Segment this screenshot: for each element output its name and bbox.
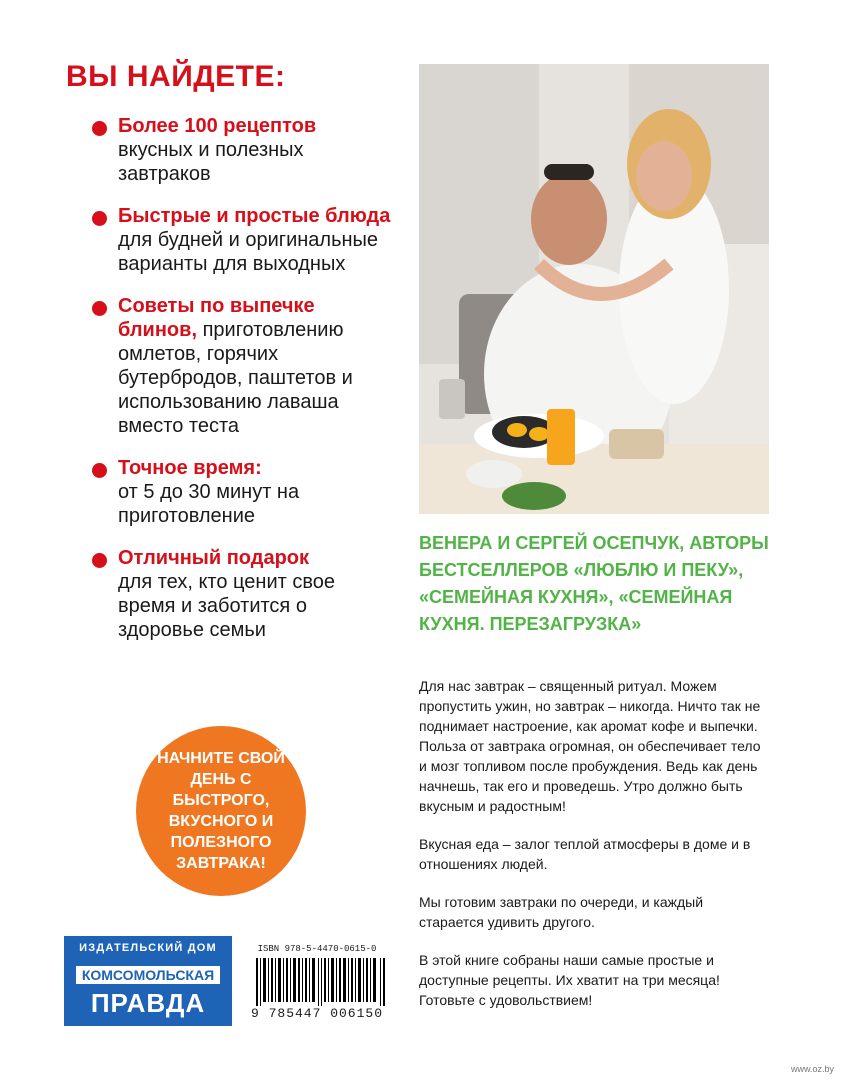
feature-highlight: Отличный подарок [118,547,310,569]
list-item [92,456,392,528]
feature-text: для будней и оригинальные варианты для выходных [118,229,379,275]
bullet-icon [92,121,107,136]
feature-highlight: Быстрые и простые блюда [118,205,391,227]
feature-highlight: Точное время: [118,457,262,479]
feature-text: приготовлению омлетов, горячих бутербродов, паштетов и использованию лаваша вместо теста [118,319,353,437]
publisher-mid-text: КОМСОМОЛЬСКАЯ [76,966,220,984]
isbn-text: ISBN 978-5-4470-0615-0 [257,944,377,954]
bullet-icon [92,553,107,568]
list-item [92,546,392,642]
page-title: ВЫ НАЙДЕТЕ: [66,60,286,93]
publisher-logo [64,936,232,1026]
bullet-icon [92,301,107,316]
list-item [92,294,392,438]
barcode-bars [256,958,386,1006]
promo-text: НАЧНИТЕ СВОЙ ДЕНЬ С БЫСТРОГО, ВКУСНОГО И ПОЛЕЗНОГО ЗАВТРАКА! [157,750,285,872]
authors-photo [419,64,769,514]
authors-caption: ВЕНЕРА И СЕРГЕЙ ОСЕПЧУК, АВТОРЫ БЕСТСЕЛЛЕРОВ «ЛЮБЛЮ И ПЕКУ», «СЕМЕЙНАЯ КУХНЯ», «СЕМЕЙНАЯ КУХНЯ. ПЕРЕЗАГРУЗКА» [419,533,769,634]
paragraph: Вкусная еда – залог теплой атмосферы в доме и в отношениях людей. [419,836,751,872]
list-item [92,204,392,276]
watermark: www.oz.by [790,1064,834,1074]
list-item [92,114,392,186]
publisher-bottom-text: ПРАВДА [90,988,206,1018]
description [419,676,769,1028]
bullet-icon [92,463,107,478]
barcode [244,944,390,1022]
feature-text: вкусных и полезных завтраков [118,139,304,185]
paragraph: В этой книге собраны наши самые простые и доступные рецепты. Их хватит на три месяца! Готовьте с удовольствием! [419,952,720,1008]
feature-list [92,114,392,660]
ean-number: 9 785447 006150 [250,1006,384,1021]
bullet-icon [92,211,107,226]
feature-highlight: Более 100 рецептов [118,115,317,137]
publisher-top-text: ИЗДАТЕЛЬСКИЙ ДОМ [79,942,217,954]
feature-highlight: Советы по выпечке блинов, [118,295,315,341]
paragraph: Мы готовим завтраки по очереди, и каждый старается удивить другого. [419,894,704,930]
promo-circle [136,726,306,896]
feature-text: для тех, кто ценит свое время и заботится о здоровье семьи [118,571,335,641]
paragraph: Для нас завтрак – священный ритуал. Можем пропустить ужин, но завтрак – никогда. Ничто так не поднимает настроение, как аромат кофе и выпечки. Польза от завтрака огромная, он обеспечивает тело и мозг топливом после пробуждения. Ведь как день начнешь, так его и проведешь. Утро должно быть вкусным и радостным! [419,678,761,814]
feature-text: от 5 до 30 минут на приготовление [118,481,300,527]
